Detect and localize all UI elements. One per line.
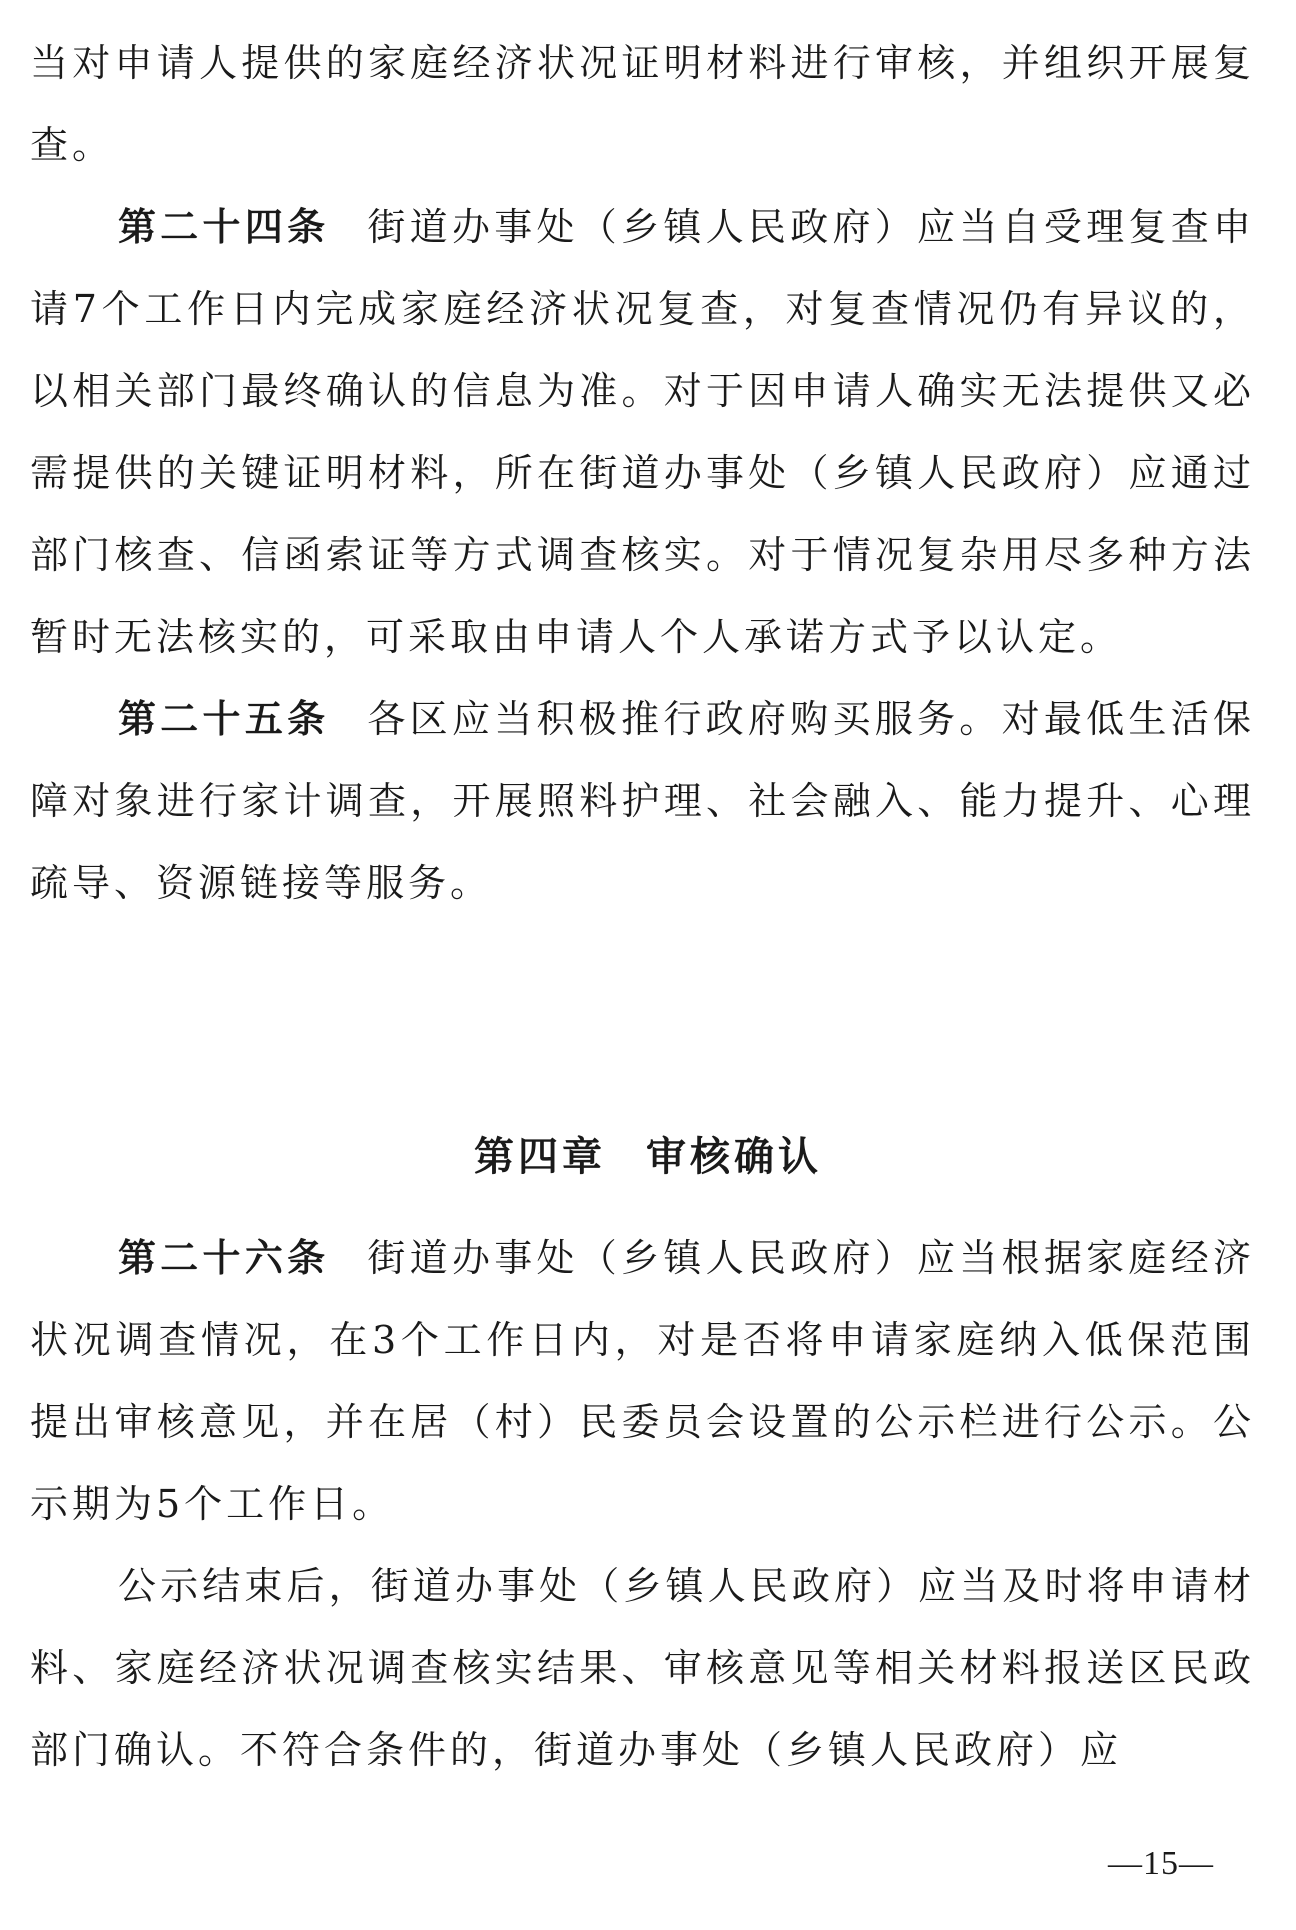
article-26 <box>30 1217 1255 1545</box>
article-26-label: 第二十六条 <box>118 1236 330 1280</box>
chapter-number: 第四章 <box>474 1134 606 1180</box>
article-26-text: 街道办事处（乡镇人民政府）应当根据家庭经济状况调查情况，在3个工作日内，对是否将申请家庭纳入低保范围提出审核意见，并在居（村）民委员会设置的公示栏进行公示。公示期为5个工作日。 <box>30 1236 1255 1526</box>
page-number: —15— <box>1108 1845 1214 1882</box>
article-25-text: 各区应当积极推行政府购买服务。对最低生活保障对象进行家计调查，开展照料护理、社会融入、能力提升、心理疏导、资源链接等服务。 <box>30 697 1255 905</box>
paragraph-publicity: 公示结束后，街道办事处（乡镇人民政府）应当及时将申请材料、家庭经济状况调查核实结果、审核意见等相关材料报送区民政部门确认。不符合条件的，街道办事处（乡镇人民政府）应 <box>30 1564 1255 1772</box>
article-25-label: 第二十五条 <box>118 697 330 741</box>
article-24 <box>30 186 1255 678</box>
article-24-label: 第二十四条 <box>118 205 330 249</box>
paragraph-continuation: 当对申请人提供的家庭经济状况证明材料进行审核，并组织开展复查。 <box>30 41 1255 167</box>
article-25 <box>30 678 1255 924</box>
text-section-bottom <box>30 1217 1255 1791</box>
article-24-text: 街道办事处（乡镇人民政府）应当自受理复查申请7个工作日内完成家庭经济状况复查，对复查情况仍有异议的，以相关部门最终确认的信息为准。对于因申请人确实无法提供又必需提供的关键证明材料，所在街道办事处（乡镇人民政府）应通过部门核查、信函索证等方式调查核实。对于情况复杂用尽多种方法暂时无法核实的，可采取由申请人个人承诺方式予以认定。 <box>30 205 1255 659</box>
chapter-heading <box>0 1125 1296 1182</box>
chapter-title: 审核确认 <box>646 1134 822 1180</box>
text-section-top <box>30 22 1255 924</box>
